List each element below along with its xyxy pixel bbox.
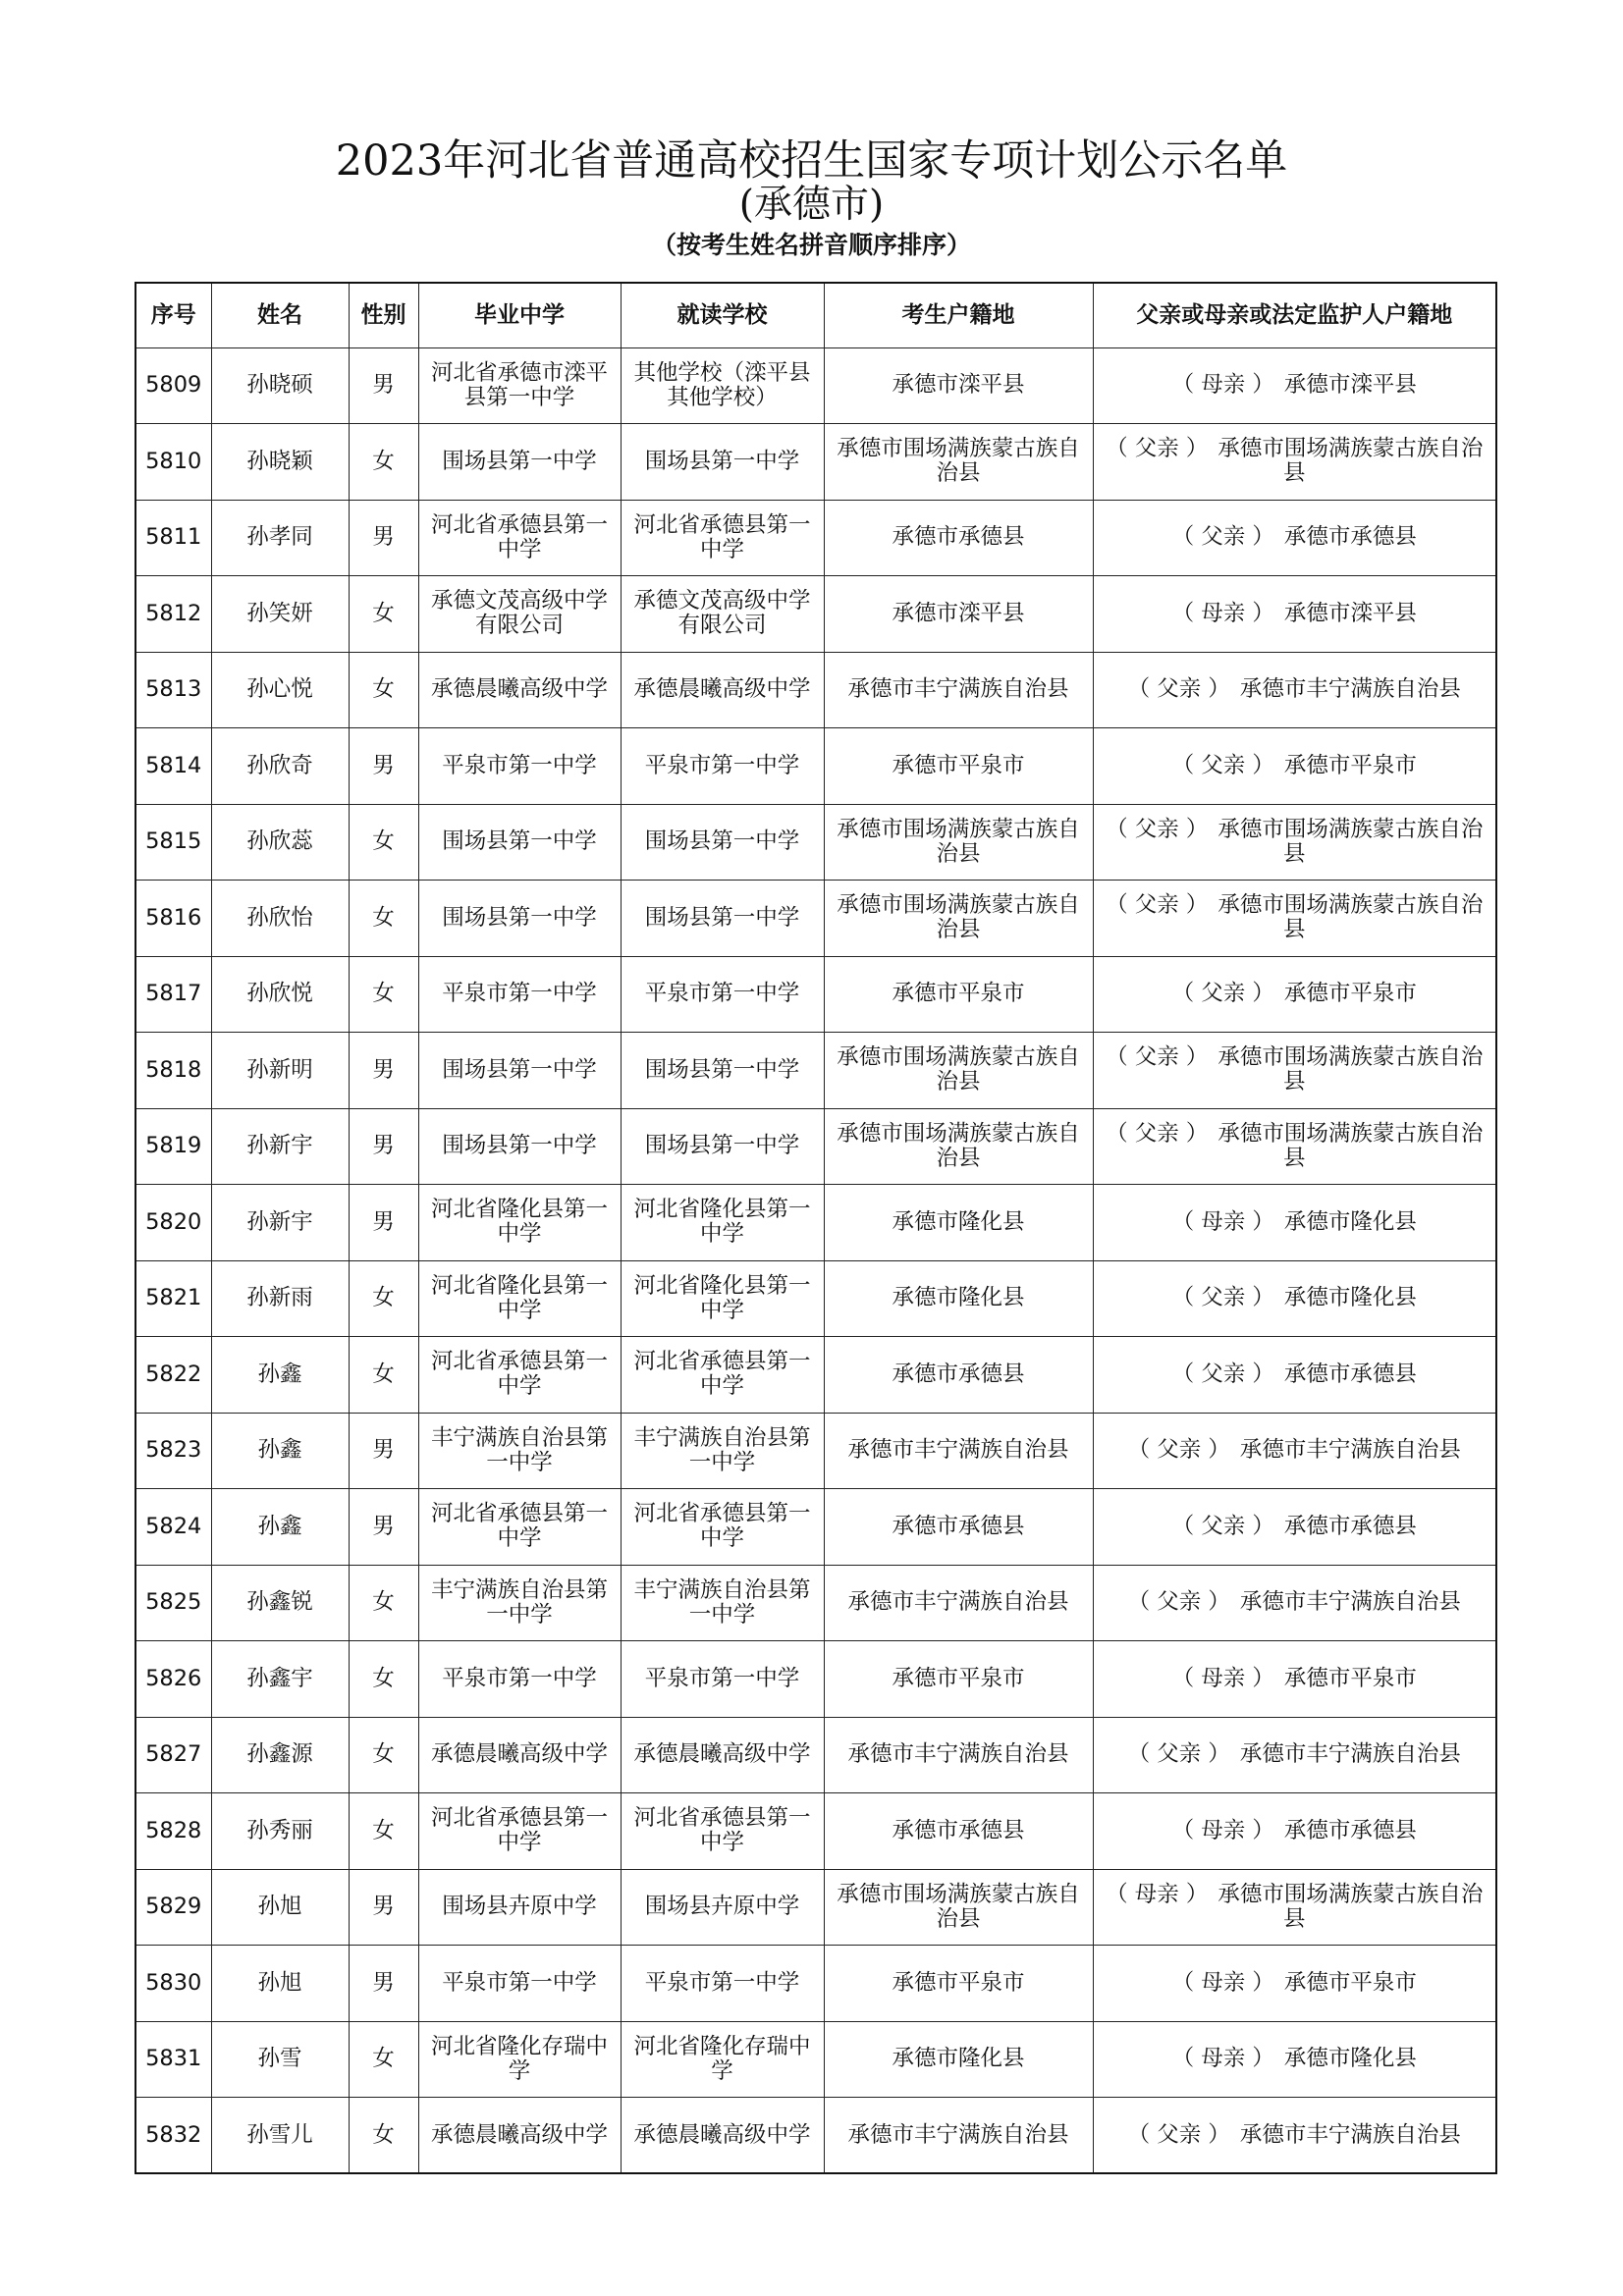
cell-name: 孙鑫源 — [211, 1717, 349, 1793]
table-row — [135, 652, 1496, 728]
cell-gender: 男 — [349, 1108, 418, 1185]
cell-serial: 5823 — [135, 1413, 211, 1489]
cell-serial: 5814 — [135, 728, 211, 805]
cell-guardian-residence — [1093, 1033, 1496, 1109]
cell-residence: 承德市丰宁满族自治县 — [824, 1413, 1093, 1489]
cell-gender: 女 — [349, 1717, 418, 1793]
cell-serial: 5810 — [135, 424, 211, 501]
cell-serial: 5826 — [135, 1641, 211, 1718]
cell-residence: 承德市丰宁满族自治县 — [824, 1565, 1093, 1641]
cell-guardian-residence — [1093, 500, 1496, 576]
cell-gender: 女 — [349, 424, 418, 501]
cell-gender: 女 — [349, 2098, 418, 2174]
cell-serial: 5813 — [135, 652, 211, 728]
cell-current-school: 围场县第一中学 — [621, 1108, 824, 1185]
cell-name: 孙晓硕 — [211, 347, 349, 424]
cell-name: 孙笑妍 — [211, 576, 349, 653]
cell-name: 孙鑫 — [211, 1413, 349, 1489]
cell-serial: 5825 — [135, 1565, 211, 1641]
cell-gender: 男 — [349, 1946, 418, 2022]
guardian-place: 承德市滦平县 — [1283, 600, 1417, 626]
cell-gender: 女 — [349, 881, 418, 957]
guardian-relation: （ 父亲 ） — [1171, 524, 1274, 551]
guardian-place: 承德市承德县 — [1283, 524, 1417, 551]
header-gender: 性别 — [349, 283, 418, 347]
cell-name: 孙新明 — [211, 1033, 349, 1109]
guardian-relation: （ 父亲 ） — [1106, 816, 1209, 842]
cell-gender: 女 — [349, 1260, 418, 1337]
guardian-relation: （ 母亲 ） — [1171, 372, 1274, 399]
guardian-relation: （ 父亲 ） — [1171, 981, 1274, 1007]
cell-residence: 承德市围场满族蒙古族自治县 — [824, 1108, 1093, 1185]
cell-residence: 承德市平泉市 — [824, 728, 1093, 805]
guardian-relation: （ 母亲 ） — [1171, 1208, 1274, 1235]
cell-gender: 男 — [349, 1185, 418, 1261]
cell-guardian-residence — [1093, 1869, 1496, 1946]
guardian-relation: （ 母亲 ） — [1171, 1665, 1274, 1691]
cell-residence: 承德市隆化县 — [824, 2021, 1093, 2098]
cell-gender: 女 — [349, 804, 418, 881]
cell-guardian-residence — [1093, 1413, 1496, 1489]
table-row — [135, 1185, 1496, 1261]
cell-graduation-school: 平泉市第一中学 — [418, 956, 621, 1033]
cell-gender: 女 — [349, 956, 418, 1033]
guardian-place: 承德市承德县 — [1283, 1361, 1417, 1387]
cell-residence: 承德市滦平县 — [824, 347, 1093, 424]
cell-gender: 女 — [349, 2021, 418, 2098]
cell-graduation-school: 河北省承德县第一中学 — [418, 1793, 621, 1870]
cell-name: 孙新雨 — [211, 1260, 349, 1337]
cell-current-school: 河北省隆化县第一中学 — [621, 1185, 824, 1261]
cell-guardian-residence — [1093, 1185, 1496, 1261]
cell-residence: 承德市平泉市 — [824, 956, 1093, 1033]
cell-guardian-residence — [1093, 956, 1496, 1033]
cell-guardian-residence — [1093, 347, 1496, 424]
cell-residence: 承德市平泉市 — [824, 1946, 1093, 2022]
cell-serial: 5831 — [135, 2021, 211, 2098]
cell-name: 孙旭 — [211, 1946, 349, 2022]
cell-residence: 承德市围场满族蒙古族自治县 — [824, 804, 1093, 881]
table-row — [135, 347, 1496, 424]
cell-residence: 承德市围场满族蒙古族自治县 — [824, 424, 1093, 501]
table-row — [135, 1260, 1496, 1337]
cell-name: 孙晓颖 — [211, 424, 349, 501]
cell-current-school: 河北省承德县第一中学 — [621, 1489, 824, 1566]
cell-graduation-school: 丰宁满族自治县第一中学 — [418, 1413, 621, 1489]
cell-graduation-school: 河北省隆化县第一中学 — [418, 1260, 621, 1337]
cell-gender: 男 — [349, 1413, 418, 1489]
cell-residence: 承德市丰宁满族自治县 — [824, 2098, 1093, 2174]
cell-gender: 男 — [349, 1489, 418, 1566]
cell-gender: 女 — [349, 1337, 418, 1414]
cell-serial: 5816 — [135, 881, 211, 957]
cell-guardian-residence — [1093, 2021, 1496, 2098]
cell-current-school: 河北省承德县第一中学 — [621, 500, 824, 576]
sort-note: （按考生姓名拼音顺序排序） — [651, 231, 971, 259]
cell-residence: 承德市承德县 — [824, 1337, 1093, 1414]
cell-serial: 5824 — [135, 1489, 211, 1566]
table-row — [135, 1793, 1496, 1870]
header-current-school: 就读学校 — [621, 283, 824, 347]
cell-graduation-school: 围场县第一中学 — [418, 881, 621, 957]
cell-graduation-school: 围场县卉原中学 — [418, 1869, 621, 1946]
table-row — [135, 1033, 1496, 1109]
cell-name: 孙新宇 — [211, 1108, 349, 1185]
cell-serial: 5822 — [135, 1337, 211, 1414]
cell-graduation-school: 围场县第一中学 — [418, 804, 621, 881]
cell-serial: 5812 — [135, 576, 211, 653]
table-row — [135, 424, 1496, 501]
table-body — [135, 347, 1496, 2173]
guardian-place: 承德市围场满族蒙古族自治县 — [1217, 816, 1484, 867]
table-row — [135, 1946, 1496, 2022]
cell-current-school: 围场县第一中学 — [621, 424, 824, 501]
guardian-place: 承德市隆化县 — [1283, 2046, 1417, 2072]
cell-gender: 女 — [349, 1641, 418, 1718]
table-row — [135, 1337, 1496, 1414]
cell-gender: 男 — [349, 1869, 418, 1946]
table-row — [135, 2021, 1496, 2098]
cell-graduation-school: 平泉市第一中学 — [418, 728, 621, 805]
cell-serial: 5827 — [135, 1717, 211, 1793]
cell-guardian-residence — [1093, 1260, 1496, 1337]
guardian-relation: （ 母亲 ） — [1171, 1817, 1274, 1843]
table-row — [135, 1489, 1496, 1566]
cell-guardian-residence — [1093, 652, 1496, 728]
cell-serial: 5829 — [135, 1869, 211, 1946]
guardian-relation: （ 父亲 ） — [1106, 1120, 1209, 1147]
cell-current-school: 承德晨曦高级中学 — [621, 1717, 824, 1793]
cell-residence: 承德市围场满族蒙古族自治县 — [824, 1033, 1093, 1109]
cell-name: 孙鑫宇 — [211, 1641, 349, 1718]
table-row — [135, 576, 1496, 653]
cell-guardian-residence — [1093, 1717, 1496, 1793]
table-row — [135, 881, 1496, 957]
guardian-relation: （ 父亲 ） — [1127, 676, 1230, 703]
guardian-place: 承德市丰宁满族自治县 — [1239, 2121, 1461, 2148]
table-row — [135, 956, 1496, 1033]
guardian-relation: （ 母亲 ） — [1171, 2046, 1274, 2072]
cell-current-school: 承德晨曦高级中学 — [621, 2098, 824, 2174]
guardian-place: 承德市承德县 — [1283, 1513, 1417, 1539]
guardian-place: 承德市围场满族蒙古族自治县 — [1217, 892, 1484, 943]
cell-gender: 男 — [349, 500, 418, 576]
guardian-place: 承德市丰宁满族自治县 — [1239, 1741, 1461, 1768]
roster-table — [135, 282, 1497, 2174]
cell-residence: 承德市围场满族蒙古族自治县 — [824, 881, 1093, 957]
cell-guardian-residence — [1093, 424, 1496, 501]
cell-graduation-school: 承德晨曦高级中学 — [418, 652, 621, 728]
cell-residence: 承德市丰宁满族自治县 — [824, 1717, 1093, 1793]
cell-graduation-school: 承德晨曦高级中学 — [418, 2098, 621, 2174]
table-row — [135, 500, 1496, 576]
cell-current-school: 平泉市第一中学 — [621, 956, 824, 1033]
cell-residence: 承德市承德县 — [824, 500, 1093, 576]
cell-serial: 5809 — [135, 347, 211, 424]
cell-residence: 承德市隆化县 — [824, 1185, 1093, 1261]
cell-residence: 承德市承德县 — [824, 1793, 1093, 1870]
cell-residence: 承德市承德县 — [824, 1489, 1093, 1566]
guardian-place: 承德市围场满族蒙古族自治县 — [1217, 1044, 1484, 1095]
cell-serial: 5811 — [135, 500, 211, 576]
cell-serial: 5830 — [135, 1946, 211, 2022]
cell-guardian-residence — [1093, 1489, 1496, 1566]
cell-residence: 承德市滦平县 — [824, 576, 1093, 653]
cell-graduation-school: 河北省承德县第一中学 — [418, 1337, 621, 1414]
guardian-relation: （ 父亲 ） — [1127, 1741, 1230, 1768]
cell-graduation-school: 平泉市第一中学 — [418, 1641, 621, 1718]
guardian-relation: （ 父亲 ） — [1127, 1437, 1230, 1464]
cell-guardian-residence — [1093, 728, 1496, 805]
guardian-relation: （ 父亲 ） — [1106, 436, 1209, 462]
cell-residence: 承德市隆化县 — [824, 1260, 1093, 1337]
table-row — [135, 1413, 1496, 1489]
cell-graduation-school: 丰宁满族自治县第一中学 — [418, 1565, 621, 1641]
cell-guardian-residence — [1093, 576, 1496, 653]
cell-name: 孙鑫 — [211, 1337, 349, 1414]
cell-guardian-residence — [1093, 1108, 1496, 1185]
cell-guardian-residence — [1093, 881, 1496, 957]
cell-serial: 5815 — [135, 804, 211, 881]
cell-name: 孙鑫锐 — [211, 1565, 349, 1641]
cell-guardian-residence — [1093, 2098, 1496, 2174]
table-row — [135, 728, 1496, 805]
cell-name: 孙心悦 — [211, 652, 349, 728]
cell-graduation-school: 围场县第一中学 — [418, 1033, 621, 1109]
cell-serial: 5832 — [135, 2098, 211, 2174]
cell-current-school: 丰宁满族自治县第一中学 — [621, 1565, 824, 1641]
cell-guardian-residence — [1093, 1337, 1496, 1414]
guardian-place: 承德市平泉市 — [1283, 1665, 1417, 1691]
cell-graduation-school: 平泉市第一中学 — [418, 1946, 621, 2022]
guardian-place: 承德市平泉市 — [1283, 752, 1417, 778]
header-name: 姓名 — [211, 283, 349, 347]
page-title: 2023年河北省普通高校招生国家专项计划公示名单 — [335, 136, 1288, 186]
cell-graduation-school: 围场县第一中学 — [418, 424, 621, 501]
cell-current-school: 河北省隆化县第一中学 — [621, 1260, 824, 1337]
cell-graduation-school: 河北省隆化存瑞中学 — [418, 2021, 621, 2098]
cell-graduation-school: 河北省承德县第一中学 — [418, 500, 621, 576]
cell-guardian-residence — [1093, 1793, 1496, 1870]
cell-current-school: 围场县卉原中学 — [621, 1869, 824, 1946]
cell-name: 孙新宇 — [211, 1185, 349, 1261]
cell-name: 孙欣奇 — [211, 728, 349, 805]
cell-current-school: 平泉市第一中学 — [621, 1641, 824, 1718]
cell-serial: 5818 — [135, 1033, 211, 1109]
cell-current-school: 河北省承德县第一中学 — [621, 1793, 824, 1870]
cell-serial: 5819 — [135, 1108, 211, 1185]
cell-guardian-residence — [1093, 1565, 1496, 1641]
table-row — [135, 1717, 1496, 1793]
cell-current-school: 围场县第一中学 — [621, 881, 824, 957]
guardian-place: 承德市围场满族蒙古族自治县 — [1217, 1881, 1484, 1932]
guardian-relation: （ 母亲 ） — [1171, 1969, 1274, 1996]
cell-name: 孙欣悦 — [211, 956, 349, 1033]
guardian-relation: （ 父亲 ） — [1171, 1285, 1274, 1311]
cell-current-school: 河北省隆化存瑞中学 — [621, 2021, 824, 2098]
table-row — [135, 804, 1496, 881]
cell-serial: 5817 — [135, 956, 211, 1033]
guardian-place: 承德市丰宁满族自治县 — [1239, 1437, 1461, 1464]
header-guardian-residence: 父亲或母亲或法定监护人户籍地 — [1093, 283, 1496, 347]
guardian-relation: （ 父亲 ） — [1106, 1044, 1209, 1071]
guardian-relation: （ 父亲 ） — [1106, 892, 1209, 919]
table-row — [135, 1565, 1496, 1641]
guardian-relation: （ 父亲 ） — [1171, 1361, 1274, 1387]
cell-name: 孙雪儿 — [211, 2098, 349, 2174]
header-serial: 序号 — [135, 283, 211, 347]
guardian-relation: （ 母亲 ） — [1106, 1881, 1209, 1907]
cell-gender: 男 — [349, 347, 418, 424]
guardian-place: 承德市平泉市 — [1283, 981, 1417, 1007]
guardian-place: 承德市围场满族蒙古族自治县 — [1217, 1120, 1484, 1171]
cell-serial: 5821 — [135, 1260, 211, 1337]
table-header-row — [135, 283, 1496, 347]
cell-graduation-school: 围场县第一中学 — [418, 1108, 621, 1185]
guardian-relation: （ 母亲 ） — [1171, 600, 1274, 626]
cell-gender: 女 — [349, 652, 418, 728]
cell-residence: 承德市平泉市 — [824, 1641, 1093, 1718]
cell-graduation-school: 承德晨曦高级中学 — [418, 1717, 621, 1793]
cell-gender: 女 — [349, 1565, 418, 1641]
table-row — [135, 2098, 1496, 2174]
cell-name: 孙秀丽 — [211, 1793, 349, 1870]
cell-current-school: 丰宁满族自治县第一中学 — [621, 1413, 824, 1489]
cell-name: 孙孝同 — [211, 500, 349, 576]
cell-current-school: 围场县第一中学 — [621, 1033, 824, 1109]
cell-current-school: 平泉市第一中学 — [621, 1946, 824, 2022]
cell-graduation-school: 河北省承德县第一中学 — [418, 1489, 621, 1566]
guardian-place: 承德市隆化县 — [1283, 1208, 1417, 1235]
cell-serial: 5820 — [135, 1185, 211, 1261]
guardian-place: 承德市丰宁满族自治县 — [1239, 1589, 1461, 1616]
cell-graduation-school: 河北省承德市滦平县第一中学 — [418, 347, 621, 424]
table-row — [135, 1869, 1496, 1946]
table-row — [135, 1108, 1496, 1185]
cell-residence: 承德市围场满族蒙古族自治县 — [824, 1869, 1093, 1946]
guardian-relation: （ 父亲 ） — [1171, 752, 1274, 778]
cell-graduation-school: 河北省隆化县第一中学 — [418, 1185, 621, 1261]
cell-current-school: 围场县第一中学 — [621, 804, 824, 881]
guardian-place: 承德市围场满族蒙古族自治县 — [1217, 436, 1484, 487]
cell-name: 孙雪 — [211, 2021, 349, 2098]
cell-current-school: 平泉市第一中学 — [621, 728, 824, 805]
guardian-place: 承德市滦平县 — [1283, 372, 1417, 399]
table-row — [135, 1641, 1496, 1718]
guardian-place: 承德市平泉市 — [1283, 1969, 1417, 1996]
cell-serial: 5828 — [135, 1793, 211, 1870]
cell-graduation-school: 承德文茂高级中学有限公司 — [418, 576, 621, 653]
cell-guardian-residence — [1093, 1641, 1496, 1718]
cell-current-school: 河北省承德县第一中学 — [621, 1337, 824, 1414]
guardian-relation: （ 父亲 ） — [1127, 1589, 1230, 1616]
cell-name: 孙欣蕊 — [211, 804, 349, 881]
cell-gender: 男 — [349, 1033, 418, 1109]
header-graduation-school: 毕业中学 — [418, 283, 621, 347]
cell-gender: 女 — [349, 1793, 418, 1870]
cell-residence: 承德市丰宁满族自治县 — [824, 652, 1093, 728]
cell-gender: 女 — [349, 576, 418, 653]
guardian-relation: （ 父亲 ） — [1127, 2121, 1230, 2148]
cell-current-school: 承德晨曦高级中学 — [621, 652, 824, 728]
guardian-place: 承德市隆化县 — [1283, 1285, 1417, 1311]
cell-gender: 男 — [349, 728, 418, 805]
page-subtitle: (承德市) — [738, 183, 885, 227]
guardian-place: 承德市承德县 — [1283, 1817, 1417, 1843]
cell-name: 孙旭 — [211, 1869, 349, 1946]
cell-name: 孙鑫 — [211, 1489, 349, 1566]
cell-current-school: 承德文茂高级中学有限公司 — [621, 576, 824, 653]
cell-current-school: 其他学校（滦平县其他学校） — [621, 347, 824, 424]
cell-guardian-residence — [1093, 1946, 1496, 2022]
guardian-relation: （ 父亲 ） — [1171, 1513, 1274, 1539]
guardian-place: 承德市丰宁满族自治县 — [1239, 676, 1461, 703]
cell-name: 孙欣怡 — [211, 881, 349, 957]
header-residence: 考生户籍地 — [824, 283, 1093, 347]
cell-guardian-residence — [1093, 804, 1496, 881]
